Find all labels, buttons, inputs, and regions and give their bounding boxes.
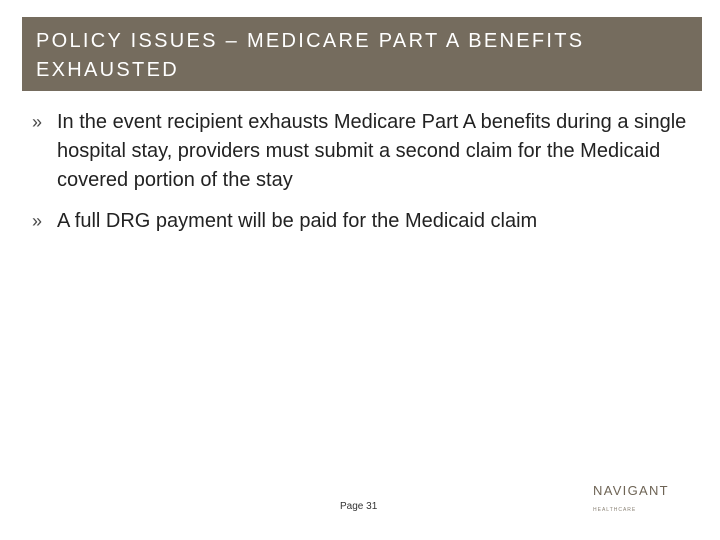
page-number: Page 31 <box>340 501 378 512</box>
bullet-text: A full DRG payment will be paid for the Medicaid claim <box>57 210 538 232</box>
bullet-item <box>32 108 692 195</box>
bullet-marker-icon: » <box>32 211 43 231</box>
bullet-item <box>32 207 692 236</box>
navigant-logo <box>593 484 688 513</box>
logo-subtitle: HEALTHCARE <box>593 507 637 513</box>
logo-name: NAVIGANT <box>593 483 669 498</box>
bullet-marker-icon: » <box>32 112 43 132</box>
bullet-text: In the event recipient exhausts Medicare Part A benefits during a single hospital stay, providers must submit a second claim for the Medicaid covered portion of the stay <box>57 111 687 191</box>
slide-title: POLICY ISSUES – MEDICARE PART A BENEFITS EXHAUSTED <box>36 30 585 81</box>
title-bar <box>22 17 702 91</box>
bullet-list <box>32 108 692 248</box>
